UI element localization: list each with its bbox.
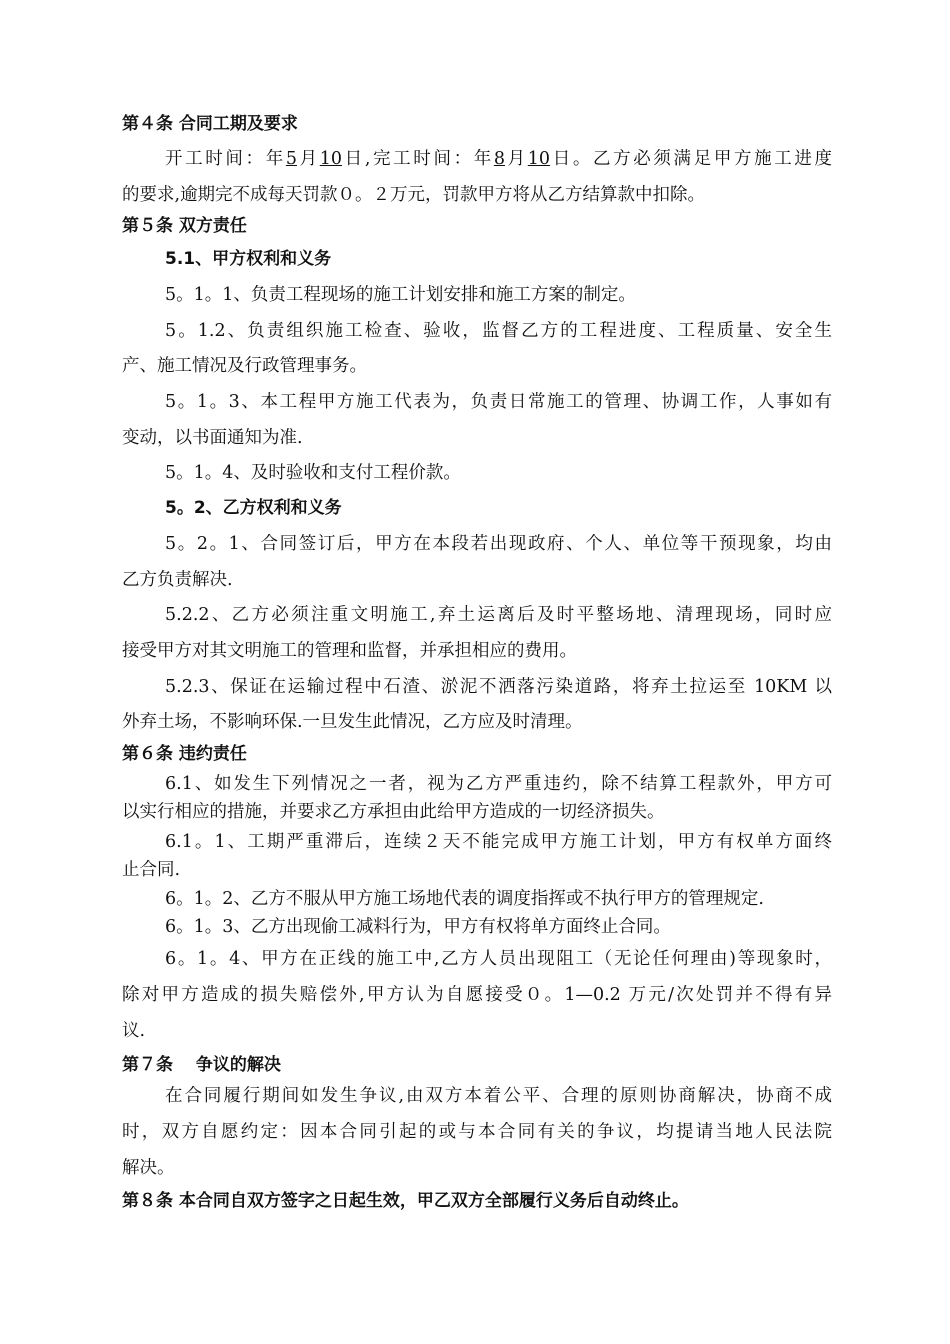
clause-6-1-line: 6.1、如发生下列情况之一者，视为乙方严重违约，除不结算工程款外，甲方可 — [165, 774, 832, 794]
text-segment: 月 — [505, 149, 528, 169]
text-segment: 日。乙方必须满足甲方施工进度 — [550, 149, 833, 169]
article-8-heading: 第８条 本合同自双方签字之日起生效，甲乙双方全部履行义务后自动终止。 — [122, 1191, 689, 1211]
clause-6-1-2: 6。1。2、乙方不服从甲方施工场地代表的调度指挥或不执行甲方的管理规定. — [165, 889, 764, 909]
clause-6-1-4-line: 除对甲方造成的损失赔偿外,甲方认为自愿接受０。1—0.2 万元/次处罚并不得有异 — [122, 985, 832, 1005]
clause-6-1-1-line: 6.1。1、工期严重滞后，连续２天不能完成甲方施工计划，甲方有权单方面终 — [165, 832, 832, 852]
article-6-heading: 第６条 违约责任 — [122, 744, 247, 764]
clause-5-1-1: 5。1。1、负责工程现场的施工计划安排和施工方案的制定。 — [165, 285, 636, 305]
section-5-1-heading: 5.1、甲方权利和义务 — [165, 249, 332, 269]
clause-5-2-1-line: 5。2。1、合同签订后，甲方在本段若出现政府、个人、单位等干预现象，均由 — [165, 534, 832, 554]
article-7-paragraph-line: 时，双方自愿约定：因本合同引起的或与本合同有关的争议，均提请当地人民法院 — [122, 1122, 832, 1142]
end-month-value: 8 — [493, 149, 506, 169]
article-4-paragraph-line: 的要求,逾期完不成每天罚款０。２万元，罚款甲方将从乙方结算款中扣除。 — [122, 185, 706, 205]
clause-5-2-3-line: 外弃土场，不影响环保.一旦发生此情况，乙方应及时清理。 — [122, 712, 583, 732]
clause-5-2-2-line: 接受甲方对其文明施工的管理和监督，并承担相应的费用。 — [122, 641, 577, 661]
clause-5-2-2-line: 5.2.2、乙方必须注重文明施工,弃土运离后及时平整场地、清理现场，同时应 — [165, 605, 832, 625]
clause-6-1-1-line: 止合同. — [122, 860, 181, 880]
start-month-value: 5 — [285, 149, 297, 169]
clause-5-1-2-line: 5。1.2、负责组织施工检查、验收，监督乙方的工程进度、工程质量、安全生 — [165, 321, 832, 341]
end-day-value: 10 — [527, 149, 551, 169]
clause-6-1-line: 以实行相应的措施，并要求乙方承担由此给甲方造成的一切经济损失。 — [122, 802, 665, 822]
article-4-paragraph-line — [165, 147, 832, 171]
article-4-heading: 第４条 合同工期及要求 — [122, 114, 298, 134]
clause-5-2-1-line: 乙方负责解决. — [122, 570, 233, 590]
clause-5-1-3-line: 5。1。3、本工程甲方施工代表为，负责日常施工的管理、协调工作，人事如有 — [165, 392, 832, 412]
article-7-heading: 第７条 争议的解决 — [122, 1055, 281, 1075]
article-7-paragraph-line: 在合同履行期间如发生争议,由双方本着公平、合理的原则协商解决，协商不成 — [165, 1086, 832, 1106]
clause-5-1-2-line: 产、施工情况及行政管理事务。 — [122, 356, 367, 376]
article-7-paragraph-line: 解决。 — [122, 1158, 175, 1178]
text-segment: 月 — [296, 149, 320, 169]
start-day-value: 10 — [319, 149, 343, 169]
text-segment: 日,完工时间：年 — [342, 149, 494, 169]
article-5-heading: 第５条 双方责任 — [122, 216, 247, 236]
text-segment: 开工时间：年 — [165, 149, 286, 169]
clause-6-1-4-line: 议. — [122, 1021, 146, 1041]
clause-5-1-3-line: 变动，以书面通知为准. — [122, 428, 303, 448]
clause-6-1-3: 6。1。3、乙方出现偷工减料行为，甲方有权将单方面终止合同。 — [165, 917, 671, 937]
clause-6-1-4-line: 6。1。4、甲方在正线的施工中,乙方人员出现阻工（无论任何理由)等现象时， — [165, 949, 832, 969]
clause-5-1-4: 5。1。4、及时验收和支付工程价款。 — [165, 463, 461, 483]
clause-5-2-3-line: 5.2.3、保证在运输过程中石渣、淤泥不洒落污染道路，将弃土拉运至 10KM 以 — [165, 677, 832, 697]
section-5-2-heading: 5。2、乙方权利和义务 — [165, 498, 342, 518]
